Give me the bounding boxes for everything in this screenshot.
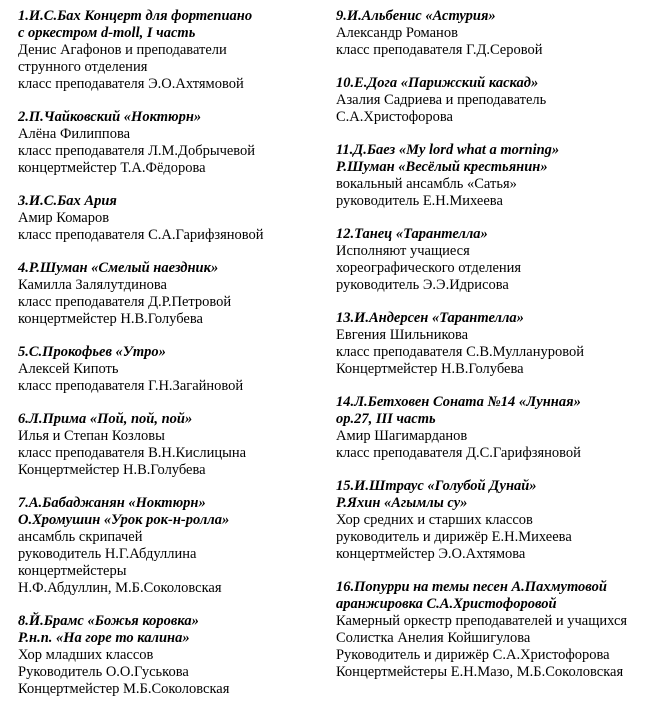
- item-body-line: Концертмейстер Н.В.Голубева: [18, 462, 206, 478]
- item-body-line: класс преподавателя Д.С.Гарифзяновой: [335, 445, 581, 461]
- program-item: [336, 142, 638, 210]
- item-body-line: Исполняют учащиеся: [335, 243, 470, 259]
- item-body-line: класс преподавателя Л.М.Добрычевой: [18, 143, 256, 159]
- program-item: [18, 411, 322, 479]
- program-item: [18, 260, 322, 328]
- item-title-line: О.Хромушин «Урок рок-н-ролла»: [18, 512, 230, 528]
- program-column-right: [336, 8, 638, 714]
- item-body-line: концертмейстеры: [18, 563, 127, 579]
- item-body-line: класс преподавателя Д.Р.Петровой: [18, 294, 232, 310]
- program-column-left: [18, 8, 322, 714]
- program-item: [18, 8, 322, 93]
- program-item: [18, 495, 322, 597]
- item-body-line: Евгения Шильникова: [335, 327, 469, 343]
- item-body-line: С.А.Христофорова: [335, 109, 453, 125]
- item-title-line: 8.Й.Брамс «Божья коровка»: [18, 613, 199, 629]
- item-body-line: концертмейстер Э.О.Ахтямова: [335, 546, 526, 562]
- item-title-line: 9.И.Альбенис «Астурия»: [335, 8, 496, 24]
- item-body-line: Хор младших классов: [18, 647, 154, 663]
- item-body-line: концертмейстер Т.А.Фёдорова: [18, 160, 206, 176]
- item-title-line: Р.Яхин «Агымлы су»: [335, 495, 468, 511]
- program-item: [336, 394, 638, 462]
- item-body-line: класс преподавателя Э.О.Ахтямовой: [18, 76, 244, 92]
- item-title-line: Р.н.п. «На горе то калина»: [18, 630, 190, 646]
- item-title-line: 13.И.Андерсен «Тарантелла»: [335, 310, 524, 326]
- item-body-line: Азалия Садриева и преподаватель: [335, 92, 547, 108]
- item-title-line: 16.Попурри на темы песен А.Пахмутовой: [335, 579, 607, 595]
- item-body-line: вокальный ансамбль «Сатья»: [335, 176, 517, 192]
- program-item: [18, 109, 322, 177]
- item-title-line: 4.Р.Шуман «Смелый наездник»: [18, 260, 219, 276]
- item-title-line: 11.Д.Баез «My lord what a morning»: [335, 142, 560, 158]
- item-body-line: Концертмейстер Н.В.Голубева: [335, 361, 524, 377]
- item-body-line: Амир Шагимарданов: [335, 428, 468, 444]
- item-body-line: Александр Романов: [335, 25, 458, 41]
- program-item: [336, 478, 638, 563]
- item-body-line: Алексей Кипоть: [18, 361, 119, 377]
- item-title-line: 5.С.Прокофьев «Утро»: [18, 344, 166, 360]
- item-body-line: Руководитель и дирижёр С.А.Христофорова: [335, 647, 610, 663]
- program-item: [336, 75, 638, 126]
- program-item: [18, 344, 322, 395]
- item-body-line: Концертмейстеры Е.Н.Мазо, М.Б.Соколовская: [335, 664, 624, 680]
- item-title-line: 1.И.С.Бах Концерт для фортепиано: [18, 8, 253, 24]
- item-body-line: класс преподавателя Г.Н.Загайновой: [18, 378, 244, 394]
- item-body-line: Н.Ф.Абдуллин, М.Б.Соколовская: [18, 580, 222, 596]
- item-title-line: 14.Л.Бетховен Соната №14 «Лунная»: [335, 394, 581, 410]
- program-item: [336, 579, 638, 681]
- item-body-line: руководитель Э.Э.Идрисова: [335, 277, 509, 293]
- item-body-line: концертмейстер Н.В.Голубева: [18, 311, 203, 327]
- item-title-line: Р.Шуман «Весёлый крестьянин»: [335, 159, 548, 175]
- item-body-line: Концертмейстер М.Б.Соколовская: [18, 681, 230, 697]
- item-body-line: Солистка Анелия Койшигулова: [335, 630, 531, 646]
- item-title-line: 7.А.Бабаджанян «Ноктюрн»: [18, 495, 206, 511]
- item-title-line: 12.Танец «Тарантелла»: [335, 226, 488, 242]
- item-body-line: Камилла Залялутдинова: [18, 277, 167, 293]
- item-body-line: Амир Комаров: [18, 210, 110, 226]
- item-title-line: 6.Л.Прима «Пой, пой, пой»: [18, 411, 193, 427]
- item-body-line: струнного отделения: [18, 59, 148, 75]
- item-title-line: с оркестром d-moll, I часть: [18, 25, 196, 41]
- item-body-line: хореографического отделения: [335, 260, 522, 276]
- item-body-line: класс преподавателя С.В.Муллануровой: [335, 344, 584, 360]
- program-item: [18, 613, 322, 698]
- item-body-line: класс преподавателя В.Н.Кислицына: [18, 445, 247, 461]
- item-body-line: Илья и Степан Козловы: [18, 428, 165, 444]
- item-body-line: класс преподавателя С.А.Гарифзяновой: [18, 227, 264, 243]
- item-title-line: аранжировка С.А.Христофоровой: [335, 596, 557, 612]
- item-body-line: Хор средних и старших классов: [335, 512, 533, 528]
- item-body-line: руководитель Е.Н.Михеева: [335, 193, 503, 209]
- item-body-line: Камерный оркестр преподавателей и учащихся: [335, 613, 628, 629]
- program-item: [336, 8, 638, 59]
- item-title-line: ор.27, III часть: [335, 411, 436, 427]
- item-title-line: 15.И.Штраус «Голубой Дунай»: [335, 478, 537, 494]
- item-title-line: 3.И.С.Бах Ария: [18, 193, 117, 209]
- item-body-line: класс преподавателя Г.Д.Серовой: [335, 42, 543, 58]
- item-body-line: ансамбль скрипачей: [18, 529, 143, 545]
- program-item: [336, 310, 638, 378]
- item-body-line: руководитель Н.Г.Абдуллина: [18, 546, 197, 562]
- item-title-line: 10.Е.Дога «Парижский каскад»: [335, 75, 539, 91]
- program-item: [336, 226, 638, 294]
- item-body-line: руководитель и дирижёр Е.Н.Михеева: [335, 529, 572, 545]
- item-body-line: Алёна Филиппова: [18, 126, 131, 142]
- item-body-line: Денис Агафонов и преподаватели: [18, 42, 227, 58]
- program-item: [18, 193, 322, 244]
- item-body-line: Руководитель О.О.Гуськова: [18, 664, 189, 680]
- item-title-line: 2.П.Чайковский «Ноктюрн»: [18, 109, 202, 125]
